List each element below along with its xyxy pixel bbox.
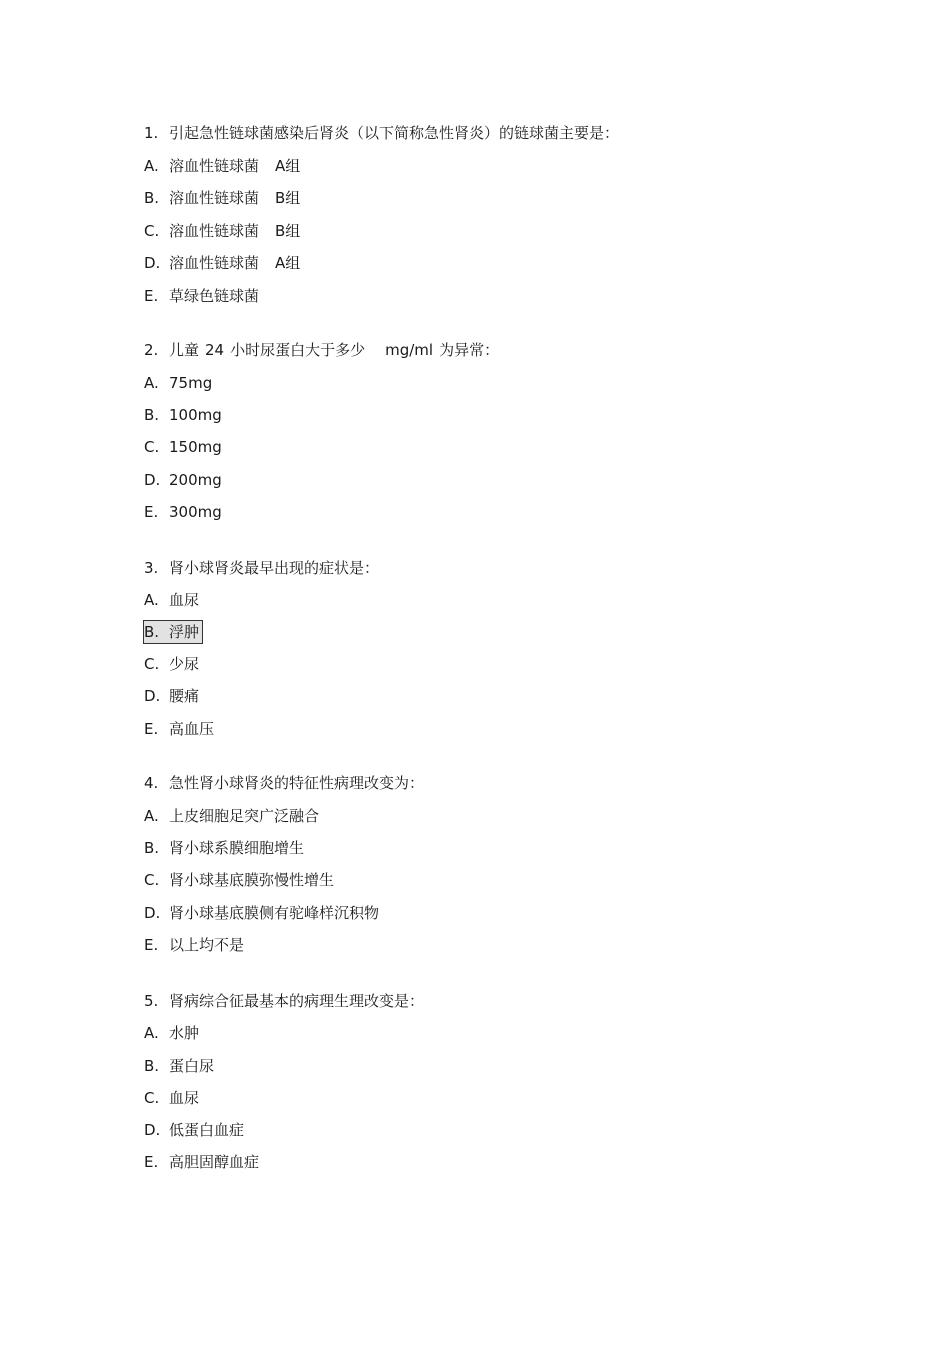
- option-d: [144, 685, 199, 707]
- option-letter: B.: [144, 406, 160, 424]
- option-letter: A.: [144, 1024, 159, 1042]
- option-c: [144, 436, 222, 458]
- option-d: [144, 252, 300, 274]
- option-text: 肾小球基底膜侧有驼峰样沉积物: [169, 904, 380, 922]
- option-text: 溶血性链球菌: [169, 189, 260, 207]
- option-letter: D.: [144, 254, 161, 272]
- option-text: 溶血性链球菌: [169, 254, 260, 272]
- option-suffix: A组: [275, 254, 301, 272]
- option-letter: A.: [144, 807, 159, 825]
- option-d: [144, 902, 379, 924]
- option-a: [144, 155, 300, 177]
- option-e: [144, 285, 259, 307]
- option-text: 100mg: [169, 406, 222, 424]
- option-letter: D.: [144, 1121, 161, 1139]
- question-number: 4.: [144, 774, 159, 792]
- option-d: [144, 469, 222, 491]
- option-letter: D.: [144, 904, 161, 922]
- option-letter: C.: [144, 871, 160, 889]
- option-text: 高胆固醇血症: [169, 1153, 260, 1171]
- question-number: 1.: [144, 124, 159, 142]
- option-text: 草绿色链球菌: [169, 287, 260, 305]
- question-stem: [144, 772, 424, 794]
- option-letter: C.: [144, 222, 160, 240]
- option-c: [144, 653, 199, 675]
- option-a: [144, 1022, 199, 1044]
- option-text: 水肿: [169, 1024, 200, 1042]
- option-a: [144, 589, 199, 611]
- option-suffix: B组: [275, 222, 301, 240]
- option-letter: A.: [144, 591, 159, 609]
- option-a: [144, 372, 212, 394]
- option-e: [144, 501, 222, 523]
- question-text-part: 小时尿蛋白大于多少: [230, 341, 366, 359]
- question-text: 肾病综合征最基本的病理生理改变是：: [169, 992, 425, 1010]
- question-text-part: 儿童: [169, 341, 200, 359]
- option-e: [144, 718, 214, 740]
- option-letter: E.: [144, 503, 159, 521]
- option-letter: C.: [144, 1089, 160, 1107]
- option-text: 300mg: [169, 503, 222, 521]
- option-letter: D.: [144, 687, 161, 705]
- option-letter: B.: [144, 1057, 160, 1075]
- question-text: 肾小球肾炎最早出现的症状是：: [169, 559, 380, 577]
- option-text: 低蛋白血症: [169, 1121, 245, 1139]
- option-letter: E.: [144, 936, 159, 954]
- option-text: 血尿: [169, 1089, 200, 1107]
- option-letter: E.: [144, 1153, 159, 1171]
- question-text: 引起急性链球菌感染后肾炎（以下简称急性肾炎）的链球菌主要是：: [169, 124, 620, 142]
- option-e: [144, 934, 244, 956]
- option-letter: A.: [144, 374, 159, 392]
- option-text: 溶血性链球菌: [169, 222, 260, 240]
- option-letter: C.: [144, 655, 160, 673]
- option-text: 浮肿: [169, 623, 200, 641]
- option-suffix: B组: [275, 189, 301, 207]
- option-e: [144, 1151, 259, 1173]
- question-stem: [144, 990, 424, 1012]
- option-text: 上皮细胞足突广泛融合: [169, 807, 320, 825]
- option-a: [144, 805, 319, 827]
- option-b: [144, 1055, 214, 1077]
- question-stem: [144, 122, 619, 144]
- option-letter: B.: [144, 839, 160, 857]
- option-text: 150mg: [169, 438, 222, 456]
- option-text: 以上均不是: [169, 936, 245, 954]
- option-text: 蛋白尿: [169, 1057, 215, 1075]
- question-stem: [144, 557, 379, 579]
- option-text: 肾小球基底膜弥慢性增生: [169, 871, 335, 889]
- option-letter: E.: [144, 720, 159, 738]
- option-text: 腰痛: [169, 687, 200, 705]
- option-b: [144, 187, 300, 209]
- question-number: 5.: [144, 992, 159, 1010]
- option-text: 肾小球系膜细胞增生: [169, 839, 305, 857]
- option-letter: B.: [144, 189, 160, 207]
- option-letter: A.: [144, 157, 159, 175]
- option-b: [144, 837, 304, 859]
- option-c: [144, 220, 300, 242]
- option-letter: C.: [144, 438, 160, 456]
- question-text: 急性肾小球肾炎的特征性病理改变为：: [169, 774, 425, 792]
- option-text: 溶血性链球菌: [169, 157, 260, 175]
- option-letter: D.: [144, 471, 161, 489]
- option-text: 血尿: [169, 591, 200, 609]
- option-d: [144, 1119, 244, 1141]
- option-text: 200mg: [169, 471, 222, 489]
- option-text: 少尿: [169, 655, 200, 673]
- option-text: 75mg: [169, 374, 213, 392]
- question-text-part: mg/ml: [385, 341, 434, 359]
- option-c: [144, 1087, 199, 1109]
- option-b: [144, 404, 222, 426]
- option-text: 高血压: [169, 720, 215, 738]
- question-text-part: 24: [205, 341, 225, 359]
- question-number: 2.: [144, 341, 159, 359]
- option-letter: B.: [144, 623, 160, 641]
- option-letter: E.: [144, 287, 159, 305]
- option-c: [144, 869, 334, 891]
- option-suffix: A组: [275, 157, 301, 175]
- question-number: 3.: [144, 559, 159, 577]
- question-text-part: 为异常：: [439, 341, 500, 359]
- option-b-highlighted[interactable]: [144, 621, 202, 643]
- question-stem: [144, 339, 499, 361]
